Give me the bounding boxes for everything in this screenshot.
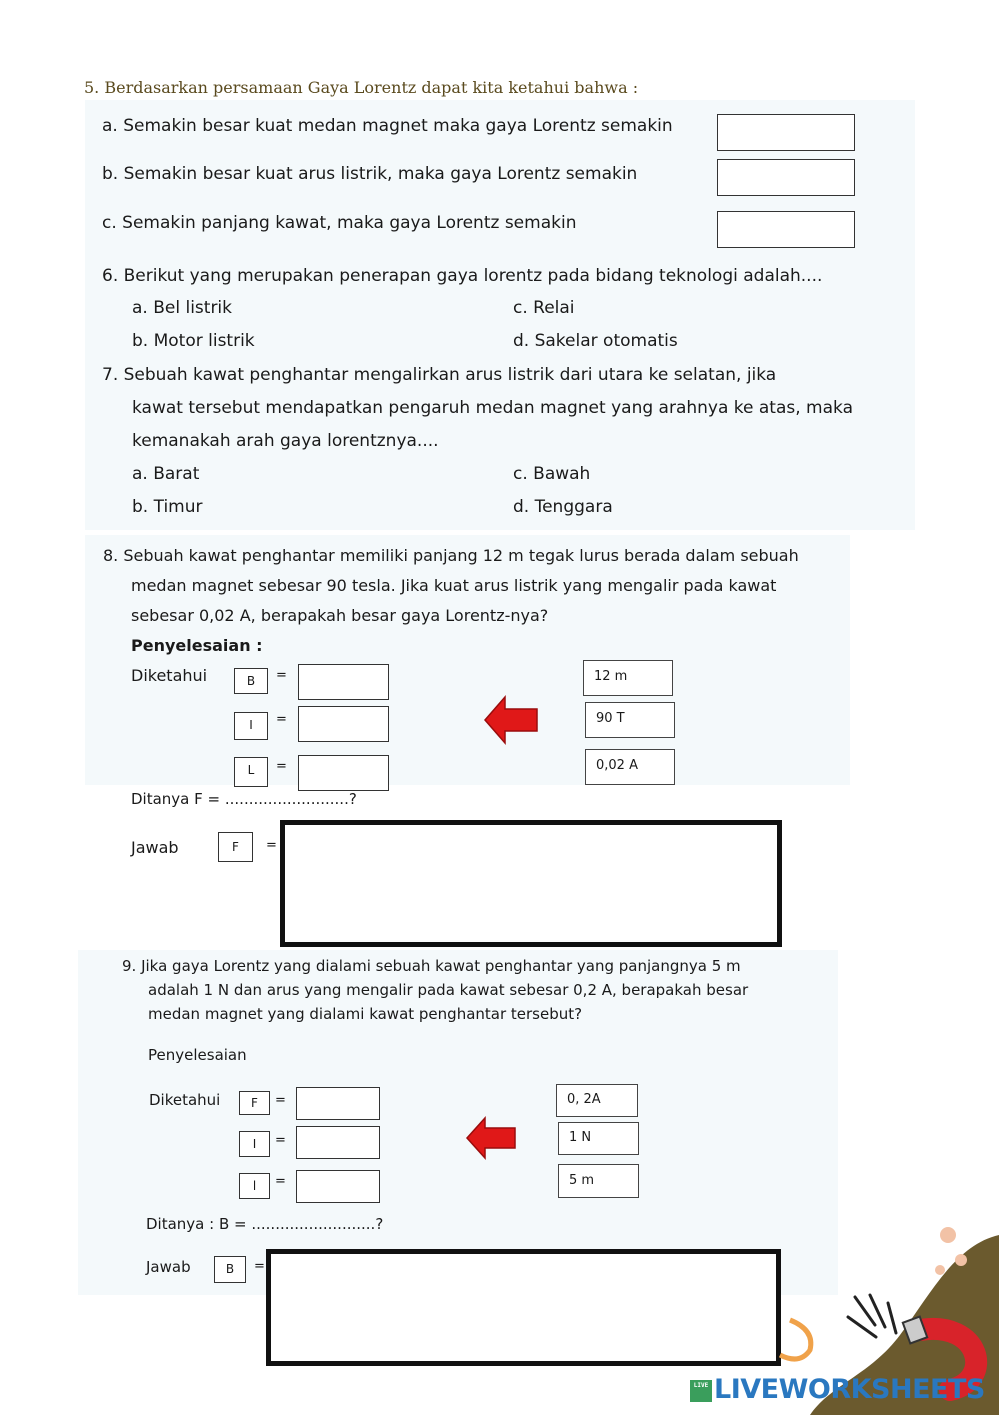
q6-option-a: a. Bel listrik [132,298,232,318]
q9-var-l: l [239,1173,270,1199]
q9-jawab-var-b: B [214,1256,246,1283]
q8-equals-2: = [276,712,287,727]
q8-diketahui: Diketahui [131,666,208,685]
q8-ditanya: Ditanya F = ..........................? [131,790,357,808]
q8-var-i: I [234,712,268,740]
q7-option-a: a. Barat [132,464,200,484]
q5-item-a: a. Semakin besar kuat medan magnet maka gaya Lorentz semakin [102,116,673,136]
q9-line-3: medan magnet yang dialami kawat penghantar tersebut? [148,1005,583,1023]
q6-question: 6. Berikut yang merupakan penerapan gaya lorentz pada bidang teknologi adalah.... [102,266,823,286]
q6-option-b: b. Motor listrik [132,331,255,351]
q9-option-02a[interactable]: 0, 2A [556,1084,638,1117]
q8-equals-1: = [276,668,287,683]
q9-answer-area[interactable] [266,1249,781,1366]
q9-drop-l[interactable] [296,1170,380,1203]
q8-penyelesaian: Penyelesaian : [131,636,263,655]
q5-item-b: b. Semakin besar kuat arus listrik, maka gaya Lorentz semakin [102,164,638,184]
q9-line-1: 9. Jika gaya Lorentz yang dialami sebuah kawat penghantar yang panjangnya 5 m [122,957,741,975]
q8-arrow-left-icon [483,694,539,746]
q9-equals-1: = [275,1093,286,1108]
q9-jawab-equals: = [254,1259,265,1274]
q7-option-c: c. Bawah [513,464,591,484]
q9-var-f: F [239,1091,270,1115]
q6-option-c: c. Relai [513,298,575,318]
q5-item-c: c. Semakin panjang kawat, maka gaya Lorentz semakin [102,213,577,233]
q8-option-90t[interactable]: 90 T [585,702,675,738]
q8-option-002a[interactable]: 0,02 A [585,749,675,785]
q9-ditanya: Ditanya : B = ..........................? [146,1215,384,1233]
q7-line-3: kemanakah arah gaya lorentznya.... [132,431,439,451]
q8-equals-3: = [276,759,287,774]
q9-jawab: Jawab [146,1258,191,1276]
q8-drop-i[interactable] [298,706,389,742]
q8-drop-b[interactable] [298,664,389,700]
q9-equals-2: = [275,1133,286,1148]
q7-line-1: 7. Sebuah kawat penghantar mengalirkan arus listrik dari utara ke selatan, jika [102,365,777,385]
q7-option-b: b. Timur [132,497,203,517]
q9-option-1n[interactable]: 1 N [558,1122,639,1155]
q5-title: 5. Berdasarkan persamaan Gaya Lorentz dapat kita ketahui bahwa : [84,78,639,97]
q5-answer-c[interactable] [717,211,855,248]
q9-line-2: adalah 1 N dan arus yang mengalir pada kawat sebesar 0,2 A, berapakah besar [148,981,749,999]
q7-line-2: kawat tersebut mendapatkan pengaruh medan magnet yang arahnya ke atas, maka [132,398,853,418]
q8-drop-l[interactable] [298,755,389,791]
logo-text: LIVEWORKSHEETS [714,1374,985,1405]
q8-var-b: B [234,668,268,694]
q9-penyelesaian: Penyelesaian [148,1046,247,1064]
logo-mark-icon: LIVE [690,1380,712,1402]
liveworksheets-logo [690,1376,990,1410]
q8-option-12m[interactable]: 12 m [583,660,673,696]
q5-answer-b[interactable] [717,159,855,196]
q9-option-5m[interactable]: 5 m [558,1164,639,1198]
q9-equals-3: = [275,1174,286,1189]
q8-line-1: 8. Sebuah kawat penghantar memiliki panjang 12 m tegak lurus berada dalam sebuah [103,546,799,565]
q8-answer-area[interactable] [280,820,782,947]
q8-line-2: medan magnet sebesar 90 tesla. Jika kuat arus listrik yang mengalir pada kawat [131,576,777,595]
q8-jawab-var-f: F [218,832,253,862]
q8-var-l: L [234,757,268,787]
q8-jawab-equals: = [266,838,277,853]
q5-answer-a[interactable] [717,114,855,151]
q7-option-d: d. Tenggara [513,497,613,517]
q8-jawab: Jawab [131,838,179,857]
q9-diketahui: Diketahui [149,1091,221,1109]
q9-var-i: I [239,1131,270,1157]
q6-option-d: d. Sakelar otomatis [513,331,678,351]
q9-drop-f[interactable] [296,1087,380,1120]
q8-line-3: sebesar 0,02 A, berapakah besar gaya Lorentz-nya? [131,606,549,625]
q9-drop-i[interactable] [296,1126,380,1159]
background-wash-middle [85,535,850,785]
q9-arrow-left-icon [465,1115,517,1161]
background-wash-bottom [78,950,838,1295]
